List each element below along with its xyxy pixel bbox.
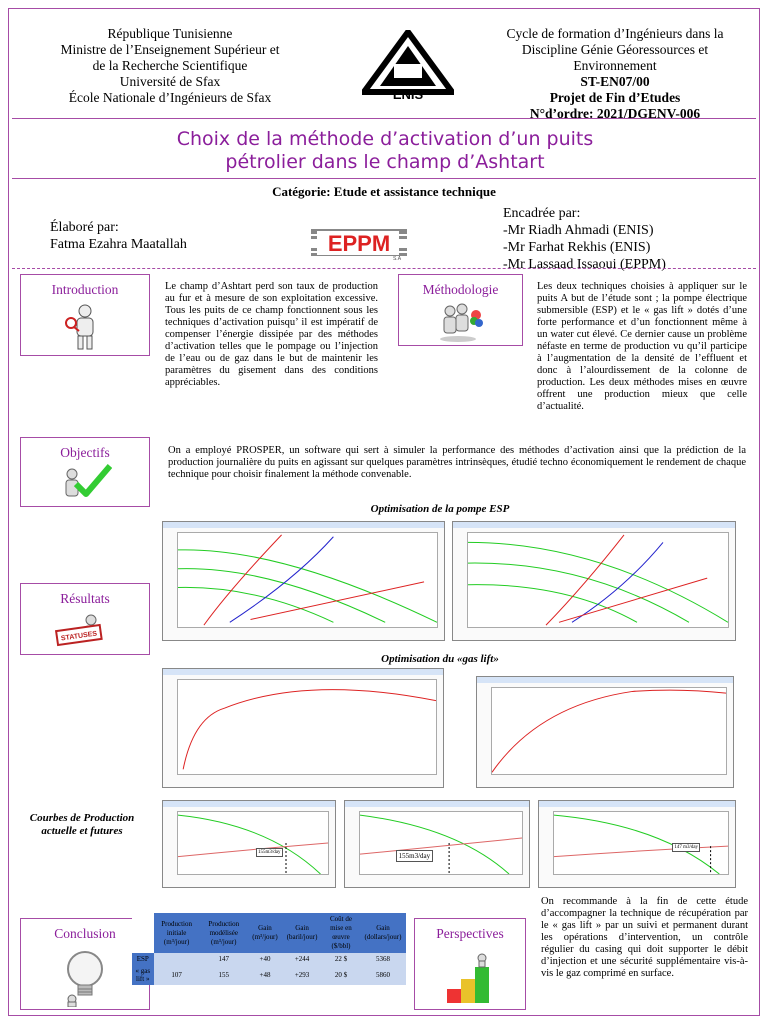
table-cell: 5368 — [360, 953, 406, 965]
author-name: Fatma Ezahra Maatallah — [50, 237, 187, 252]
stamp-text: STATUSES — [60, 630, 98, 643]
title-line: pétrolier dans le champ d’Ashtart — [225, 151, 545, 173]
table-header-cell — [132, 913, 154, 953]
chart-title-bar — [345, 801, 529, 807]
institution-line: République Tunisienne — [107, 26, 233, 41]
program-block — [470, 26, 760, 122]
table-cell: 107 — [154, 965, 200, 985]
institution-line: École Nationale d’Ingénieurs de Sfax — [68, 90, 272, 105]
program-order: N°d’ordre: 2021/DGENV-006 — [529, 106, 701, 121]
lightbulb-icon — [62, 947, 108, 1007]
chart-plot-area — [177, 811, 329, 875]
table-cell: « gas lift » — [132, 965, 154, 985]
eppm-logo-text: EPPM — [327, 231, 391, 256]
perspectives-text: On recommande à la fin de cette étude d’accompagner la technique de récupération par le « gas lift » par un suivi et permanent durant les opérations d’intervention, un contrôle régulier du casing qui doit supporter le débit d’injection et une sécurité supplémentaire vis-à-vis le gaz comprimé en surface. — [541, 896, 748, 979]
title-divider — [12, 178, 756, 179]
perspectives-label-box — [414, 918, 526, 1010]
header-divider — [12, 118, 756, 119]
table-cell: +48 — [248, 965, 282, 985]
production-chart-3-curves — [554, 812, 728, 874]
production-chart-2 — [344, 800, 530, 888]
institution-line: Ministre de l’Enseignement Supérieur et — [60, 42, 280, 57]
conclusion-label-box — [20, 918, 150, 1010]
esp-caption: Optimisation de la pompe ESP — [370, 503, 510, 515]
methodologie-text: Les deux techniques choisies à appliquer sur le puits A but de l’étude sont ; la pompe électrique submersible (ESP) et le « gas lift » dotés d’une forte performance et d’un fonctionnent même à un water cut élevé. Ce dernier cause un problème néfaste en terme de production vu qu’il participe à l’augmentation de la densité de l’effluent et donc à l’alourdissement de la colonne de production. Les deux méthodes mises en œuvre offrent une production mieux que celle d’actualité. — [537, 281, 747, 412]
production-chart-3 — [538, 800, 736, 888]
resultats-label: Résultats — [60, 591, 110, 606]
chart-plot-area — [177, 532, 438, 628]
production-caption: Courbes de Production actuelle et futures — [29, 812, 135, 837]
esp-chart-2 — [452, 521, 736, 641]
steps-icon — [445, 953, 495, 1005]
gas-lift-chart-2 — [476, 676, 734, 788]
team-icon — [438, 301, 484, 343]
eppm-logo — [311, 227, 407, 261]
chart-plot-area — [359, 811, 523, 875]
enis-logo — [362, 30, 454, 100]
stamp-icon — [55, 612, 115, 650]
production-label: 155m3/day — [258, 849, 281, 855]
production-label: 147 m3/day — [674, 845, 699, 850]
gas-lift-chart-2-curve — [492, 688, 726, 774]
gas-lift-chart-1 — [162, 668, 444, 788]
esp-chart-2-curves — [468, 533, 728, 627]
table-cell: +293 — [282, 965, 322, 985]
production-chart-1 — [162, 800, 336, 888]
eppm-logo-sub: S.A — [392, 256, 402, 261]
table-cell: +40 — [248, 953, 282, 965]
chart-title-bar — [163, 522, 444, 528]
objectifs-label-box — [20, 437, 150, 507]
table-cell: 147 — [200, 953, 248, 965]
chart-title-bar — [539, 801, 735, 807]
author-block — [50, 219, 187, 253]
table-cell: 20 $ — [322, 965, 360, 985]
supervisor-line: -Mr Lassaad Issaoui (EPPM) — [503, 257, 666, 272]
table-header-cell: Gain (m³/jour) — [248, 913, 282, 953]
enis-logo-text: ENIS — [392, 87, 424, 100]
presenter-icon — [65, 303, 105, 351]
production-label: 155m3/day — [396, 850, 434, 862]
chart-title-bar — [477, 677, 733, 683]
chart-plot-area — [491, 687, 727, 775]
chart-plot-area — [467, 532, 729, 628]
production-chart-1-curves — [178, 812, 328, 874]
table-header-cell: Gain (baril/jour) — [282, 913, 322, 953]
table-cell: 5860 — [360, 965, 406, 985]
table-header-cell: Production initiale (m³/jour) — [154, 913, 200, 953]
institution-block — [20, 26, 320, 106]
esp-chart-1-curves — [178, 533, 437, 627]
category: Catégorie: Etude et assistance technique — [272, 184, 496, 199]
supervisors-label: Encadrée par: — [503, 206, 581, 221]
production-chart-2-curves — [360, 812, 522, 874]
introduction-label: Introduction — [51, 282, 119, 297]
table-cell: 22 $ — [322, 953, 360, 965]
section-divider — [12, 268, 756, 269]
table-cell: ESP — [132, 953, 154, 965]
gas-lift-caption: Optimisation du «gas lift» — [381, 653, 499, 665]
methodologie-label-box — [398, 274, 523, 346]
institution-line: Université de Sfax — [119, 74, 221, 89]
table-header-cell: Gain (dollars/jour) — [360, 913, 406, 953]
supervisor-line: -Mr Farhat Rekhis (ENIS) — [503, 240, 651, 255]
program-line: Environnement — [573, 58, 657, 73]
introduction-text: Le champ d’Ashtart perd son taux de production au fur et à mesure de son exploitation excessive. Tous les puits de ce champ fonctionnent sous les techniques d’activation puisqu’ il est impératif de compenser l’énergie dissipée par des méthodes d’activation telles que le pompage ou l’injection de l’eau ou de gaz dans le but de maintenir les paramètres du gisement dans des conditions appréciables. — [165, 281, 378, 388]
institution-line: de la Recherche Scientifique — [92, 58, 248, 73]
chart-plot-area — [177, 679, 437, 775]
poster-title — [80, 128, 690, 174]
program-line: Cycle de formation d’Ingénieurs dans la — [506, 26, 724, 41]
conclusion-table-wrap — [132, 913, 406, 985]
supervisor-line: -Mr Riadh Ahmadi (ENIS) — [503, 223, 654, 238]
objectifs-text: On a employé PROSPER, un software qui sert à simuler la performance des méthodes d’activation ainsi que la prédiction de la production journalière du puits en agissant sur quelques paramètres intrinsèques, étudié techno économiquement le rendement de chaque technique pour choisir finalement la méthode convenable. — [168, 445, 746, 480]
methodologie-label: Méthodologie — [422, 282, 499, 297]
chart-title-bar — [163, 669, 443, 675]
conclusion-table — [132, 913, 406, 985]
perspectives-label: Perspectives — [436, 926, 504, 941]
table-cell: +244 — [282, 953, 322, 965]
chart-title-bar — [163, 801, 335, 807]
title-line: Choix de la méthode d’activation d’un puits — [176, 128, 594, 150]
checkmark-icon — [58, 462, 112, 502]
table-cell: 155 — [200, 965, 248, 985]
introduction-label-box — [20, 274, 150, 356]
esp-chart-1 — [162, 521, 445, 641]
objectifs-label: Objectifs — [60, 445, 110, 460]
resultats-label-box — [20, 583, 150, 655]
table-row — [132, 965, 406, 985]
table-header-row — [132, 913, 406, 953]
program-type: Projet de Fin d’Etudes — [549, 90, 681, 105]
program-line: Discipline Génie Géoressources et — [521, 42, 709, 57]
gas-lift-chart-1-curve — [178, 680, 436, 774]
supervisors-block — [503, 205, 666, 273]
program-code: ST-EN07/00 — [580, 74, 650, 89]
conclusion-label: Conclusion — [54, 926, 116, 941]
table-cell — [154, 953, 200, 965]
chart-title-bar — [453, 522, 735, 528]
chart-plot-area — [553, 811, 729, 875]
author-label: Élaboré par: — [50, 220, 119, 235]
table-header-cell: Coût de mise en œuvre ($/bbl) — [322, 913, 360, 953]
table-row — [132, 953, 406, 965]
table-header-cell: Production modélisée (m³/jour) — [200, 913, 248, 953]
